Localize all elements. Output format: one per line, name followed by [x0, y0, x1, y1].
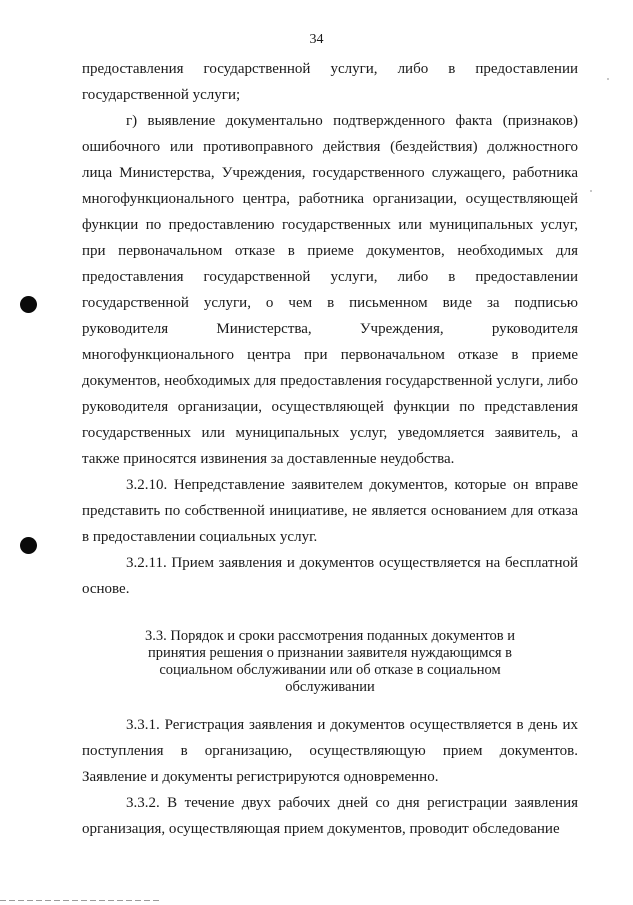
document-body [82, 56, 578, 842]
scan-speck [607, 78, 609, 80]
punch-hole-mark [20, 537, 37, 554]
paragraph-3-3-2: 3.3.2. В течение двух рабочих дней со дня регистрации заявления организация, осуществляющая прием документов, проводит обследование [82, 795, 578, 837]
paragraph-3-2-11: 3.2.11. Прием заявления и документов осуществляется на бесплатной основе. [82, 555, 578, 597]
punch-hole-mark [20, 296, 37, 313]
paragraph-3-3-1: 3.3.1. Регистрация заявления и документов осуществляется в день их поступления в организацию, осуществляющую прием документов. Заявление и документы регистрируются одновременно. [82, 717, 578, 785]
scan-speck [590, 190, 592, 192]
paragraph-continuation: предоставления государственной услуги, либо в предоставлении государственной услуги; [82, 61, 578, 103]
page-number: 34 [309, 32, 324, 47]
section-heading-3-3: 3.3. Порядок и сроки рассмотрения поданных документов и принятия решения о признании заявителя нуждающимся в социальном обслуживании или об отказе в социальном обслуживании [145, 628, 515, 695]
paragraph-3-2-10: 3.2.10. Непредставление заявителем документов, которые он вправе представить по собственной инициативе, не является основанием для отказа в предоставлении социальных услуг. [82, 477, 578, 545]
paragraph-item-g: г) выявление документально подтвержденного факта (признаков) ошибочного или противоправного действия (бездействия) должностного лица Министерства, Учреждения, государственного служащего, работника многофункционального центра, работника организации, осуществляющей функции по предоставлению государственных или муниципальных услуг, при первоначальном отказе в приеме документов, необходимых для предоставления государственной услуги, либо в предоставлении государственной услуги, о чем в письменном виде за подписью руководителя Министерства, Учреждения, руководителя многофункционального центра при первоначальном отказе в приеме документов, необходимых для предоставления государственной услуги, либо руководителя организации, осуществляющей функции по представления государственных или муниципальных услуг, уведомляется заявитель, а также приносятся извинения за доставленные неудобства. [82, 113, 578, 467]
scan-edge-line [0, 900, 160, 901]
